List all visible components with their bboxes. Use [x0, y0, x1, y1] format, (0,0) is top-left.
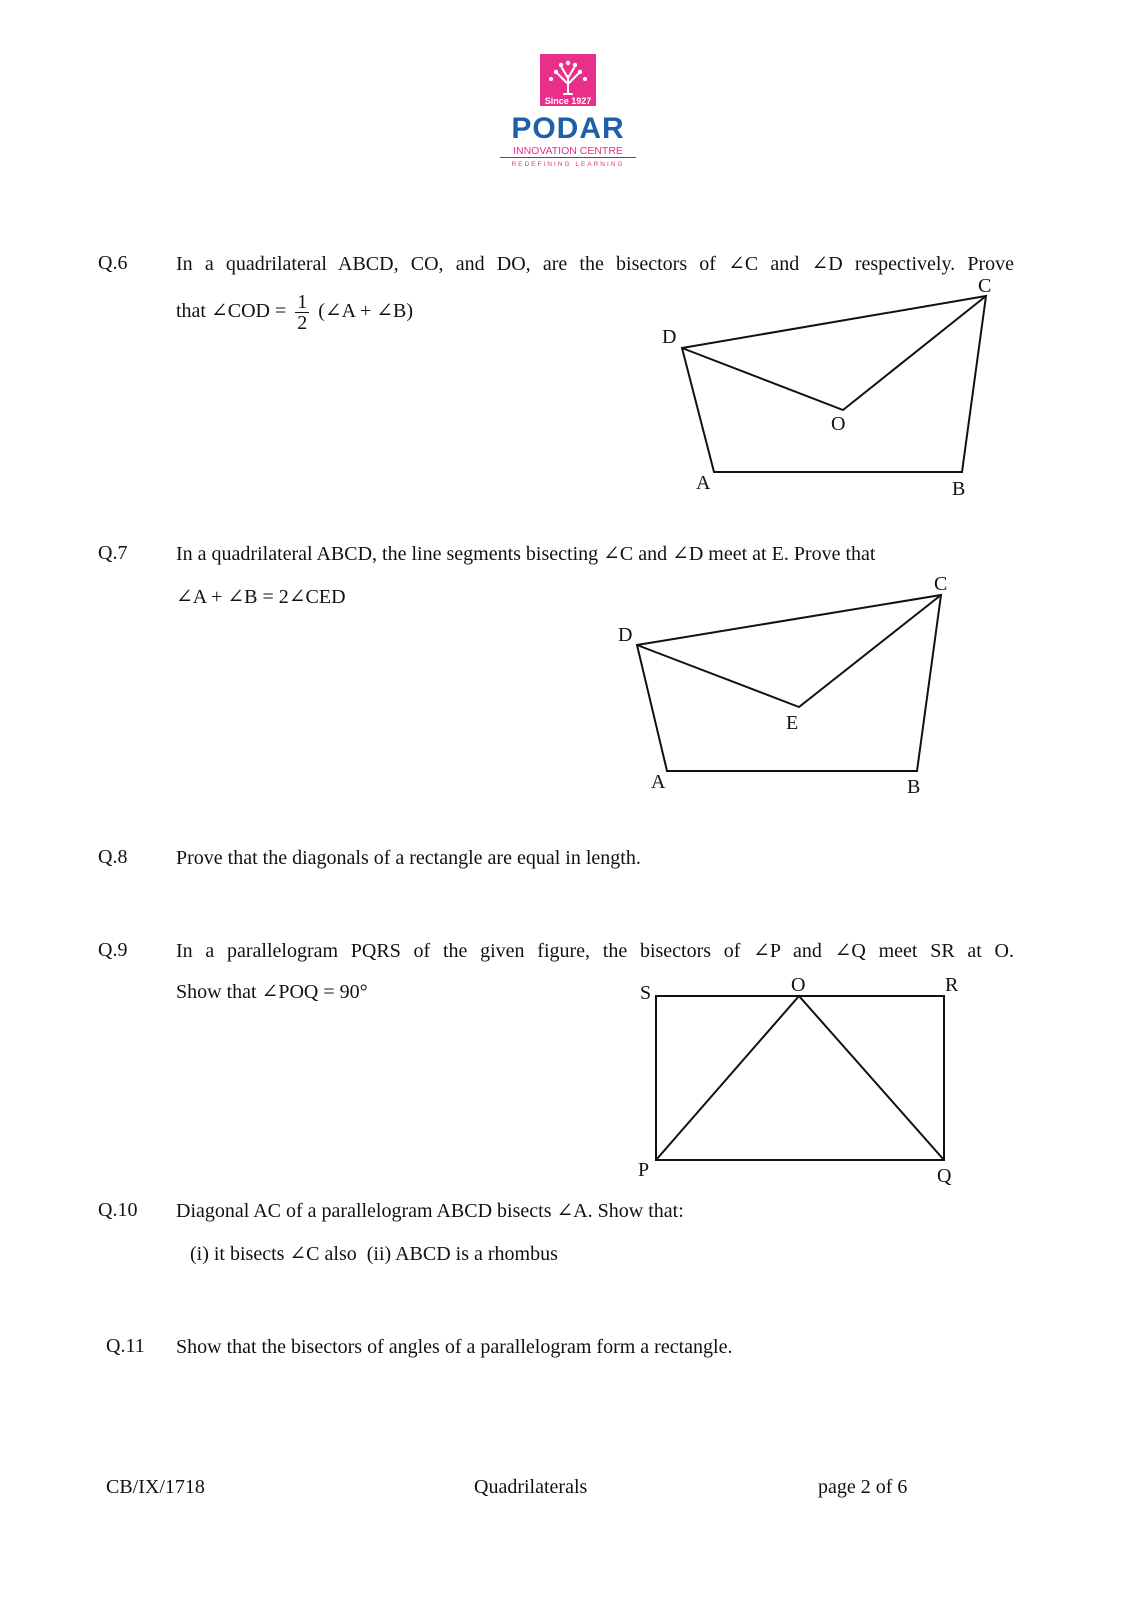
question-text: Diagonal AC of a parallelogram ABCD bisects ∠A. Show that:: [176, 1200, 684, 1222]
label-d: D: [662, 326, 677, 348]
label-p: P: [638, 1159, 650, 1181]
question-text: Show that the bisectors of angles of a parallelogram form a rectangle.: [176, 1336, 733, 1358]
footer-code: CB/IX/1718: [106, 1476, 205, 1498]
label-s: S: [640, 982, 652, 1004]
label-c: C: [934, 573, 948, 595]
logo-since: Since 1927: [544, 96, 592, 106]
question-number: Q.9: [98, 939, 128, 961]
question-text: In a parallelogram PQRS of the given figure, the bisectors of ∠P and ∠Q meet SR at O.: [176, 940, 1014, 962]
logo-name: PODAR: [511, 112, 625, 145]
label-r: R: [945, 974, 959, 996]
question-number: Q.7: [98, 542, 128, 564]
question-number: Q.10: [98, 1199, 138, 1221]
question-number: Q.11: [106, 1335, 145, 1357]
label-o: O: [831, 413, 846, 435]
footer-subject: Quadrilaterals: [474, 1476, 588, 1498]
formula-prefix: that ∠COD =: [176, 300, 287, 323]
label-c: C: [978, 275, 992, 297]
question-text: In a quadrilateral ABCD, CO, and DO, are the bisectors of ∠C and ∠D respectively. Prove: [176, 253, 1014, 275]
label-b: B: [952, 478, 966, 500]
logo-tagline: REDEFINING LEARNING: [511, 161, 625, 168]
logo-subtitle: INNOVATION CENTRE: [513, 145, 623, 157]
label-a: A: [651, 771, 666, 793]
label-e: E: [786, 712, 799, 734]
label-b: B: [907, 776, 921, 798]
bisectors-po-qo: [656, 996, 944, 1160]
question-text: Prove that the diagonals of a rectangle are equal in length.: [176, 847, 641, 869]
fraction-one-half: $\frac{1}{2}$: [297, 291, 308, 334]
question-formula: ∠A + ∠B = 2∠CED: [176, 586, 346, 608]
footer-page-number: page 2 of 6: [818, 1476, 908, 1498]
label-q: Q: [937, 1165, 952, 1187]
question-formula: Show that ∠POQ = 90°: [176, 981, 368, 1003]
parallelogram-pqrs-outline: [656, 996, 944, 1160]
label-a: A: [696, 472, 711, 494]
label-o: O: [791, 974, 806, 996]
question-subparts: (i) it bisects ∠C also (ii) ABCD is a rhombus: [190, 1243, 558, 1265]
label-d: D: [618, 624, 633, 646]
question-text: In a quadrilateral ABCD, the line segments bisecting ∠C and ∠D meet at E. Prove that: [176, 543, 876, 565]
question-number: Q.8: [98, 846, 128, 868]
question-number: Q.6: [98, 252, 128, 274]
formula-suffix: (∠A + ∠B): [318, 300, 414, 323]
